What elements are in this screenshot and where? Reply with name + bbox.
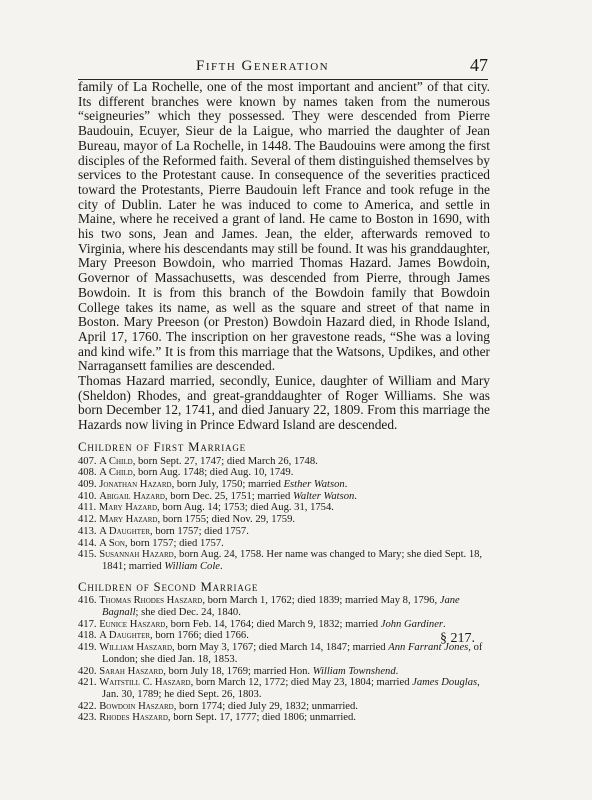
- spouse-name: William Townshend: [312, 665, 396, 677]
- entry-details: , born Aug. 24, 1758. Her name was changed to Mary; she died Sept. 18, 1841; married: [102, 549, 483, 572]
- paragraph-2: Thomas Hazard married, secondly, Eunice, daughter of William and Mary (Sheldon) Rhodes, and great-granddaughter of Roger Williams. She was born December 12, 1741, and died January 22, 1809. From this marriage the Hazards now living in Prince Edward Island are descended.: [78, 373, 490, 433]
- child-name: Mary Hazard: [98, 502, 158, 514]
- child-entry: [78, 630, 490, 642]
- child-entry: [78, 538, 490, 550]
- entry-number: 409.: [78, 478, 97, 490]
- entry-number: 410.: [78, 490, 97, 502]
- entry-number: 407.: [78, 455, 97, 467]
- child-entry: [78, 677, 490, 700]
- running-head: Fifth Generation: [196, 58, 330, 74]
- child-name: Sarah Haszard: [99, 665, 164, 677]
- entry-number: 408.: [78, 467, 97, 479]
- child-name: William Haszard: [99, 642, 172, 654]
- child-entry: [78, 526, 490, 538]
- child-entry: [78, 619, 490, 631]
- entry-details: , born 1755; died Nov. 29, 1759.: [157, 514, 296, 526]
- entry-details-tail: .: [395, 665, 399, 677]
- entry-details: , born Sept. 17, 1777; died 1806; unmarried.: [167, 712, 356, 724]
- child-name: Thomas Rhodes Haszard: [99, 595, 203, 607]
- child-name: A Child: [99, 455, 133, 467]
- entry-details: , born Aug. 1748; died Aug. 10, 1749.: [132, 467, 294, 479]
- child-name: Mary Hazard: [99, 514, 158, 526]
- child-name: A Son: [99, 537, 125, 549]
- child-entry: [78, 666, 490, 678]
- child-name: Susannah Hazard: [99, 549, 174, 561]
- child-entry: [78, 642, 490, 665]
- spouse-name: William Cole: [164, 560, 220, 572]
- entry-number: 423.: [78, 712, 97, 724]
- child-entry: [78, 467, 490, 479]
- entry-details: , born 1766; died 1766.: [150, 630, 249, 642]
- section-reference: § 217.: [440, 631, 475, 646]
- child-name: A Child: [99, 467, 133, 479]
- entry-details: , born Dec. 25, 1751; married: [164, 490, 293, 502]
- entry-number: 422.: [78, 700, 97, 712]
- child-name: Rhodes Haszard: [99, 712, 168, 724]
- entry-number: 415.: [78, 549, 97, 561]
- entry-details-tail: .: [344, 478, 348, 490]
- entry-number: 420.: [78, 665, 97, 677]
- child-entry: [78, 502, 490, 514]
- entry-details: , born 1774; died July 29, 1832; unmarried.: [173, 700, 358, 712]
- entry-details: , born March 12, 1772; died May 23, 1804; married: [190, 677, 413, 689]
- child-name: Jonathan Hazard: [99, 478, 172, 490]
- entry-details-tail: .: [443, 618, 446, 630]
- entry-details: , born 1757; died 1757.: [150, 525, 249, 537]
- second-marriage-children-list: [78, 595, 490, 724]
- entry-number: 411.: [78, 502, 97, 514]
- child-entry: [78, 491, 490, 503]
- entry-number: 413.: [78, 525, 97, 537]
- spouse-name: Ann Farrant Jones: [388, 642, 469, 654]
- entry-number: 414.: [78, 537, 97, 549]
- entry-details: , born March 1, 1762; died 1839; married May 8, 1796,: [202, 595, 440, 607]
- child-entry: [78, 701, 490, 713]
- entry-details-tail: , Jan. 30, 1789; he died Sept. 26, 1803.: [102, 677, 480, 700]
- entry-details: , born Sept. 27, 1747; died March 26, 1748.: [132, 455, 318, 467]
- page-header: [78, 57, 488, 80]
- entry-number: 412.: [78, 514, 97, 526]
- child-entry: [78, 549, 490, 572]
- spouse-name: Walter Watson: [292, 490, 355, 502]
- entry-details-tail: .: [220, 560, 223, 572]
- child-name: Abigail Hazard: [99, 490, 165, 502]
- entry-number: 418.: [78, 630, 97, 642]
- body-text: [78, 80, 490, 724]
- child-entry: [78, 595, 490, 618]
- child-name: A Daughter: [99, 525, 151, 537]
- child-entry: [78, 456, 490, 468]
- child-name: Eunice Haszard: [99, 618, 166, 630]
- child-name: A Daughter: [99, 630, 151, 642]
- child-entry: [78, 514, 490, 526]
- entry-details: , born 1757; died 1757.: [124, 537, 224, 549]
- child-name: Waitstill C. Haszard: [99, 677, 191, 689]
- entry-details: , born July, 1750; married: [171, 478, 284, 490]
- entry-number: 419.: [78, 642, 97, 654]
- page-number: 47: [470, 55, 488, 75]
- entry-details: , born Feb. 14, 1764; died March 9, 1832; married: [165, 618, 381, 630]
- entry-number: 421.: [78, 677, 97, 689]
- paragraph-1: family of La Rochelle, one of the most important and ancient” of that city. Its different branches were known by names taken from the numerous “seigneuries” which they possessed. They were descended from Pierre Baudouin, Ecuyer, Sieur de la Laigue, who married the daughter of Jean Bureau, mayor of La Rochelle, in 1448. The Baudouins were among the first disciples of the Reformed faith. Several of them distinguished themselves by services to the Protestant cause. In consequence of the severities practiced toward the Protestants, Pierre Baudouin left France and took refuge in the city of Dublin. Later he was induced to come to America, and settle in Maine, where he received a grant of land. He came to Boston in 1690, with his two sons, Jean and James. Jean, the elder, afterwards removed to Virginia, where his descendants may still be found. It was his granddaughter, Mary Preeson Bowdoin, who married Thomas Hazard. James Bowdoin, Governor of Massachusetts, was descended from Pierre, through James Bowdoin. It is from this branch of the Bowdoin family that Bowdoin College takes its name, as well as the square and street of that name in Boston. Mary Preeson (or Preston) Bowdoin Hazard died, in Rhode Island, April 17, 1760. The inscription on her gravestone reads, “She was a loving and kind wife.” It is from this marriage that the Watsons, Updikes, and other Narragansett families are descended.: [78, 79, 490, 374]
- first-marriage-heading: Children of First Marriage: [78, 439, 246, 454]
- spouse-name: Esther Watson: [283, 478, 345, 490]
- entry-details-tail: .: [354, 490, 357, 502]
- entry-number: 416.: [78, 595, 97, 607]
- entry-details: , born May 3, 1767; died March 14, 1847; married: [172, 642, 389, 654]
- entry-details-tail: ; she died Dec. 24, 1840.: [135, 607, 241, 619]
- spouse-name: Jane Bagnall: [102, 595, 460, 619]
- child-entry: [78, 479, 490, 491]
- spouse-name: John Gardiner: [380, 618, 444, 630]
- child-name: Bowdoin Haszard: [99, 700, 174, 712]
- entry-details: , born Aug. 14; 1753; died Aug. 31, 1754.: [157, 502, 334, 514]
- first-marriage-children-list: [78, 456, 490, 573]
- child-entry: [78, 712, 490, 724]
- second-marriage-heading: Children of Second Marriage: [78, 579, 259, 594]
- spouse-name: James Douglas: [412, 677, 478, 689]
- entry-details-tail: , of London; she died Jan. 18, 1853.: [102, 642, 483, 665]
- entry-number: 417.: [78, 618, 97, 630]
- entry-details: , born July 18, 1769; married Hon.: [163, 665, 313, 677]
